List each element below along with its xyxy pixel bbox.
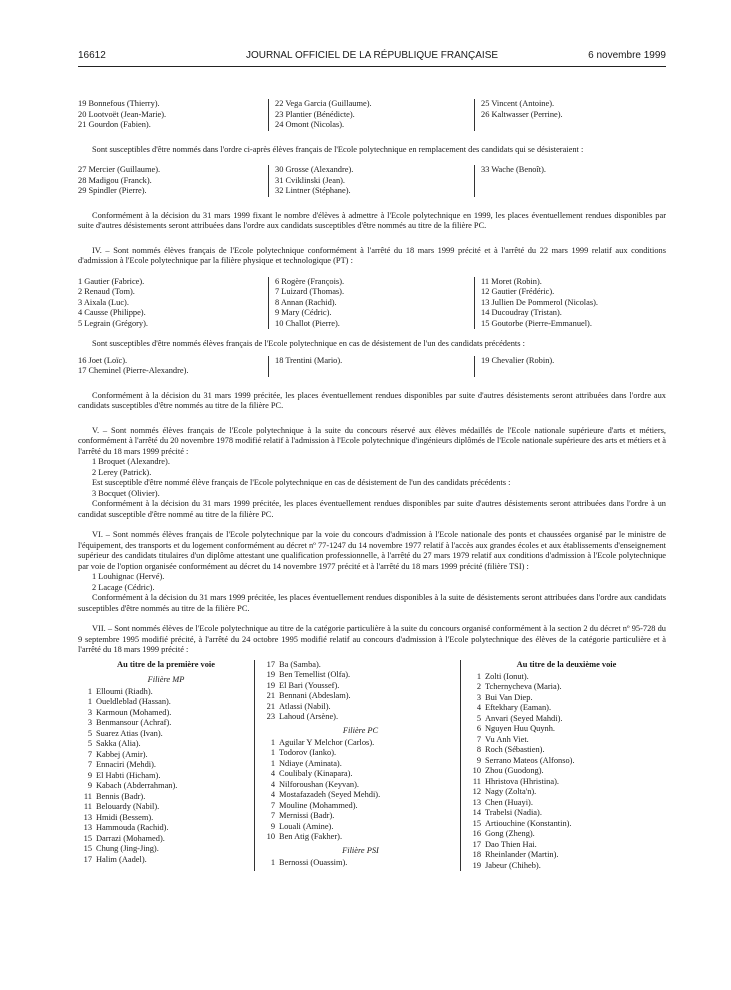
candidate-list-2 [78, 165, 666, 197]
list-item [78, 813, 254, 824]
candidate-name: Ben Temellist (Olfa). [279, 670, 351, 679]
list-item [467, 819, 666, 830]
list-item: 11 Moret (Robin). [481, 276, 542, 286]
list-item [467, 682, 666, 693]
candidate-name: Gong (Zheng). [485, 829, 535, 838]
list-item [78, 855, 254, 866]
rank-number: 1 [476, 671, 481, 681]
list-item: 28 Madigou (Franck). [78, 175, 152, 185]
list-item [467, 756, 666, 767]
list-item [261, 660, 460, 671]
candidate-name: Darrazi (Mohamed). [96, 833, 165, 843]
list-item [78, 792, 254, 803]
list-item [78, 844, 254, 855]
rank-number: 7 [87, 749, 92, 759]
candidate-name: Atlassi (Nabil). [279, 701, 331, 711]
rank-number: 13 [83, 812, 92, 822]
list-item [467, 829, 666, 840]
candidate-name: Chung (Jing-Jing). [96, 844, 159, 853]
list-item [261, 790, 460, 801]
list-item [261, 738, 460, 749]
rank-number: 1 [270, 857, 275, 867]
rank-number: 4 [270, 779, 275, 789]
list-item: 22 Vega Garcia (Guillaume). [275, 99, 372, 108]
list-item [78, 750, 254, 761]
list-item: 33 Wache (Benoît). [481, 165, 546, 174]
candidate-name: Rheinlander (Martin). [485, 850, 559, 859]
list-item: 27 Mercier (Guillaume). [78, 165, 161, 174]
list-item [467, 735, 666, 746]
categorie-particuliere-table [78, 660, 666, 872]
candidate-name: Dao Thien Hai. [485, 839, 537, 849]
filiere-pc-list [261, 738, 460, 843]
candidate-name: Eftekhary (Eaman). [485, 703, 552, 712]
list-item: 7 Luizard (Thomas). [275, 287, 345, 296]
candidate-name: Kabach (Abderrahman). [96, 781, 178, 790]
list-item [467, 808, 666, 819]
filiere-heading: Filière PC [342, 725, 379, 735]
list-column [78, 356, 268, 377]
section-v-paragraph: V. – Sont nommés élèves français de l'Ecole polytechnique à la suite du concours réservé aux élèves médaillés de l'Ecole nationale supérieure d'arts et métiers, conformément à l'arrêté du 20 novembre 1978 modifié relatif à l'admission à l'Ecole polytechnique d'ingénieurs diplômés de l'Ecole nationale supérieure des arts et métiers et à l'arrêté du 18 mars 1999 précité : [78, 425, 666, 456]
list-item: 31 Cviklinski (Jean). [275, 175, 346, 185]
candidate-list-1 [78, 99, 666, 131]
paragraph: Est susceptible d'être nommé élève français de l'Ecole polytechnique en cas de désistement de l'un des candidats précédents : [92, 478, 511, 487]
list-item [261, 670, 460, 681]
list-item [78, 697, 254, 708]
rank-number: 3 [87, 707, 92, 717]
candidate-name: Zhou (Guodong). [485, 766, 544, 775]
rank-number: 13 [83, 823, 92, 832]
list-item: 13 Jullien De Pommerol (Nicolas). [481, 297, 598, 307]
list-item [261, 691, 460, 702]
column-heading: Au titre de la première voie [117, 659, 215, 669]
list-item: 19 Bonnefous (Thierry). [78, 99, 160, 108]
rank-number: 16 [472, 829, 481, 838]
candidate-name: Todorov (Ianko). [279, 748, 337, 757]
list-column [474, 356, 666, 377]
list-column [268, 277, 474, 330]
filiere-heading: Filière MP [147, 674, 185, 684]
rank-number: 7 [87, 760, 92, 769]
list-item [467, 745, 666, 756]
rank-number: 3 [476, 692, 481, 702]
list-item: 18 Trentini (Mario). [275, 355, 343, 365]
list-column [78, 99, 268, 131]
rank-number: 7 [270, 811, 275, 820]
candidate-name: Nilforoushan (Keyvan). [279, 779, 360, 789]
rank-number: 19 [266, 680, 275, 690]
list-item: 25 Vincent (Antoine). [481, 99, 555, 108]
list-item: 21 Gourdon (Fabien). [78, 120, 151, 129]
list-item: 6 Rogère (François). [275, 276, 345, 286]
list-item [78, 687, 254, 698]
list-item [261, 811, 460, 822]
list-item: 29 Spindler (Pierre). [78, 186, 147, 195]
rank-number: 4 [476, 703, 481, 712]
list-item: 14 Ducoudray (Tristan). [481, 308, 562, 317]
filiere-mp-list-continued [261, 660, 460, 723]
journal-title: JOURNAL OFFICIEL DE LA RÉPUBLIQUE FRANÇAISE [245, 50, 499, 61]
list-item [467, 787, 666, 798]
candidate-name: Roch (Sébastien). [485, 745, 545, 754]
candidate-name: Tchernycheva (Maria). [485, 682, 562, 691]
candidate-name: Bennis (Badr). [96, 791, 146, 801]
section-iv-paragraph: IV. – Sont nommés élèves français de l'Ecole polytechnique conformément à l'arrêté du 18 mars 1999 précité et à l'arrêté du 22 mars 1999 relatif aux conditions d'admission à l'Ecole polytechnique par la filière physique et technologique (PT) : [78, 245, 666, 265]
rank-number: 6 [476, 724, 481, 733]
list-item: 16 Joet (Loïc). [78, 355, 128, 365]
list-item: 8 Annan (Rachid). [275, 297, 337, 307]
candidate-name: Belouardy (Nabil). [96, 802, 160, 811]
list-item [78, 802, 254, 813]
list-item: 4 Causse (Philippe). [78, 308, 146, 317]
list-item: 24 Omont (Nicolas). [275, 120, 345, 129]
candidate-name: Bui Van Diep. [485, 692, 533, 702]
candidate-name: El Habti (Hicham). [96, 770, 161, 780]
rank-number: 15 [83, 844, 92, 853]
rank-number: 13 [472, 797, 481, 807]
rank-number: 23 [266, 712, 275, 721]
list-item [467, 766, 666, 777]
candidate-name: Oueldleblad (Hassan). [96, 697, 171, 706]
candidate-name: El Bari (Youssef). [279, 680, 340, 690]
list-item [261, 832, 460, 843]
candidate-name: Louali (Amine). [279, 821, 334, 831]
paragraph: Sont susceptibles d'être nommés dans l'ordre ci-après élèves français de l'Ecole polytechnique en remplacement des candidats qui se désisteraient : [92, 144, 584, 154]
rank-number: 7 [476, 734, 481, 744]
candidate-name: Mostafazadeh (Seyed Mehdi). [279, 790, 381, 799]
candidate-name: Lahoud (Arsène). [279, 712, 339, 721]
filiere-heading: Filière PSI [342, 845, 379, 855]
paragraph: Conformément à la décision du 31 mars 1999 précitée, les places éventuellement rendues disponibles par suite d'autres désistements seront attribuées dans l'ordre aux candidats susceptibles d'être nommés au titre de la filière PC. [78, 390, 666, 410]
candidate-name: Hhristova (Hhristina). [485, 776, 559, 786]
list-item [261, 712, 460, 723]
candidate-name: Suarez Atias (Ivan). [96, 728, 163, 738]
rank-number: 10 [472, 766, 481, 775]
rank-number: 9 [270, 821, 275, 831]
page-header [78, 50, 666, 64]
list-item: 1 Broquet (Alexandre). [92, 457, 170, 466]
rank-number: 10 [266, 832, 275, 841]
list-item [261, 702, 460, 713]
list-item: 5 Legrain (Grégory). [78, 318, 148, 328]
list-item: 1 Louhignac (Hervé). [92, 572, 165, 581]
list-item [78, 760, 254, 771]
rank-number: 11 [472, 776, 481, 786]
rank-number: 1 [270, 758, 275, 768]
list-column [268, 99, 474, 131]
list-item [467, 850, 666, 861]
list-item: 1 Gautier (Fabrice). [78, 276, 145, 286]
paragraph: Sont susceptibles d'être nommés élèves français de l'Ecole polytechnique en cas de désistement de l'un des candidats précédents : [92, 339, 525, 348]
rank-number: 15 [472, 818, 481, 828]
rank-number: 3 [87, 718, 92, 727]
rank-number: 19 [472, 860, 481, 870]
list-item [467, 724, 666, 735]
list-item [78, 781, 254, 792]
rank-number: 9 [87, 770, 92, 780]
deuxieme-voie-list [467, 672, 666, 872]
list-item: 20 Lootvoët (Jean-Marie). [78, 109, 167, 119]
list-item: 30 Grosse (Alexandre). [275, 165, 354, 174]
candidate-name: Zolti (Ionut). [485, 671, 529, 681]
rank-number: 5 [87, 728, 92, 738]
list-item [467, 777, 666, 788]
candidate-name: Ba (Samba). [279, 659, 321, 669]
section-vi-paragraph: VI. – Sont nommés élèves français de l'Ecole polytechnique par la voie du concours d'admission à l'Ecole nationale des ponts et chaussées organisé par le ministre de l'équipement, des transports et du logement conformément au décret nº 77-1247 du 14 novembre 1977 relatif à l'accès aux grandes écoles et aux établissements d'enseignement supérieur des candidats titulaires d'un diplôme attestant une qualification professionnelle, à l'arrêté du 27 mars 1979 relatif aux conditions d'admission à l'Ecole polytechnique par voie de l'option organisée conformément au décret du 14 novembre 1977 précité et à l'arrêté du 18 mars 1999 précité (filière TSI) : [78, 530, 666, 571]
list-item [467, 693, 666, 704]
list-item [467, 714, 666, 725]
candidate-name: Aguilar Y Melchor (Carlos). [279, 737, 375, 747]
candidate-name: Ben Atig (Fakher). [279, 832, 343, 841]
list-item [467, 798, 666, 809]
candidate-name: Anvari (Seyed Mahdi). [485, 713, 563, 723]
candidate-name: Bernossi (Ouassim). [279, 857, 348, 867]
rank-number: 4 [270, 790, 275, 799]
list-item [78, 708, 254, 719]
list-item: 2 Renaud (Tom). [78, 287, 135, 296]
section-vii-paragraph: VII. – Sont nommés élèves de l'Ecole polytechnique au titre de la catégorie particulière à la suite du concours organisé conformément à la section 2 du décret nº 95-728 du 9 septembre 1995 modifié précité, à l'arrêté du 24 octobre 1995 modifié relatif au concours d'admission à l'Ecole polytechnique des élèves de la catégorie particulière et à l'arrêté du 18 mars 1999 précité : [78, 624, 666, 654]
list-item: 3 Bocquet (Olivier). [92, 488, 160, 498]
rank-number: 17 [472, 839, 481, 849]
list-item: 15 Goutorbe (Pierre-Emmanuel). [481, 318, 592, 328]
rank-number: 8 [476, 745, 481, 754]
list-item: 32 Lintner (Stéphane). [275, 186, 351, 195]
candidate-name: Nagy (Zolta'n). [485, 787, 537, 796]
candidate-name: Trabelsi (Nadia). [485, 808, 542, 817]
rank-number: 11 [83, 802, 92, 811]
rank-number: 5 [476, 713, 481, 723]
candidate-name: Jabeur (Chiheb). [485, 860, 541, 870]
list-item: 2 Lacage (Cédric). [92, 582, 155, 592]
list-item [467, 861, 666, 872]
list-item [467, 840, 666, 851]
rank-number: 12 [472, 787, 481, 796]
rank-number: 2 [476, 682, 481, 691]
candidate-name: Ennaciri (Mehdi). [96, 760, 156, 769]
paragraph: Conformément à la décision du 31 mars 1999 fixant le nombre d'élèves à admettre à l'Ecole polytechnique en 1999, les places éventuellement rendues disponibles par suite d'autres désistements seront attribuées dans l'ordre aux candidats susceptibles d'être nommés au titre de la filière PC. [78, 210, 666, 230]
filiere-psi-list [261, 858, 460, 869]
candidate-name: Benmansour (Achraf). [96, 718, 172, 727]
rank-number: 15 [83, 833, 92, 843]
list-column [474, 165, 666, 197]
rank-number: 1 [270, 748, 275, 757]
rank-number: 11 [83, 791, 92, 801]
list-item [78, 834, 254, 845]
list-item: 3 Aixala (Luc). [78, 297, 129, 307]
list-item: 17 Cheminel (Pierre-Alexandre). [78, 366, 189, 375]
rank-number: 21 [266, 691, 275, 700]
list-item [261, 759, 460, 770]
list-column [474, 277, 666, 330]
rank-number: 18 [472, 850, 481, 859]
candidate-name: Nguyen Huu Quynh. [485, 724, 556, 733]
list-item [467, 703, 666, 714]
rank-number: 1 [87, 686, 92, 696]
rank-number: 9 [476, 755, 481, 765]
candidate-name: Vu Anh Viet. [485, 734, 529, 744]
rank-number: 5 [87, 739, 92, 748]
candidate-name: Chen (Huayi). [485, 797, 533, 807]
page-body [78, 99, 666, 871]
candidate-name: Hammouda (Rachid). [96, 823, 169, 832]
column-heading: Au titre de la deuxième voie [516, 659, 617, 669]
candidate-name: Elloumi (Riadh). [96, 686, 153, 696]
candidate-name: Mouline (Mohammed). [279, 800, 358, 810]
candidate-name: Karmoun (Mohamed). [96, 707, 172, 717]
list-item: 23 Plantier (Bénédicte). [275, 109, 355, 119]
list-item: 12 Gautier (Frédéric). [481, 287, 555, 296]
rank-number: 19 [266, 670, 275, 679]
list-item: 2 Lerey (Patrick). [92, 467, 152, 477]
list-column [78, 165, 268, 197]
candidate-name: Coulibaly (Kinapara). [279, 769, 353, 778]
list-item: 26 Kaltwasser (Perrine). [481, 109, 563, 119]
rank-number: 9 [87, 781, 92, 790]
candidate-list-3 [78, 277, 666, 330]
list-item [261, 858, 460, 869]
list-column [474, 99, 666, 131]
list-item [261, 748, 460, 759]
candidate-list-4 [78, 356, 666, 377]
list-column [268, 165, 474, 197]
list-item [78, 729, 254, 740]
list-item [78, 823, 254, 834]
rank-number: 21 [266, 701, 275, 711]
rank-number: 17 [83, 854, 92, 864]
rank-number: 1 [87, 697, 92, 706]
list-item [78, 771, 254, 782]
rank-number: 17 [266, 659, 275, 669]
candidate-name: Kabbej (Amir). [96, 749, 148, 759]
candidate-name: Bennani (Abdeslam). [279, 691, 351, 700]
deuxieme-voie-column [460, 660, 666, 872]
list-item [78, 718, 254, 729]
header-rule [78, 66, 666, 67]
paragraph: Conformément à la décision du 31 mars 1999 précitée, les places éventuellement rendues disponibles à la suite de désistements seront attribuées dans l'ordre aux candidats susceptibles d'être nommés au titre de la filière PC. [78, 593, 666, 613]
list-item [261, 822, 460, 833]
candidate-name: Halim (Aadel). [96, 854, 147, 864]
premiere-voie-continued-column [254, 660, 460, 872]
premiere-voie-column [78, 660, 254, 872]
list-item [78, 739, 254, 750]
list-item [261, 769, 460, 780]
list-item: 9 Mary (Cédric). [275, 308, 332, 317]
rank-number: 1 [270, 737, 275, 747]
list-column [78, 277, 268, 330]
candidate-name: Sakka (Alia). [96, 739, 141, 748]
page-number: 16612 [78, 50, 106, 61]
paragraph: Conformément à la décision du 31 mars 1999 précitée, les places éventuellement rendues disponibles par suite d'autres désistements seront attribuées dans l'ordre à un candidat susceptible d'être nommé au titre de la filière PC. [78, 499, 666, 519]
list-item: 19 Chevalier (Robin). [481, 355, 555, 365]
list-item [467, 672, 666, 683]
issue-date: 6 novembre 1999 [588, 50, 666, 61]
candidate-name: Hmidi (Bessem). [96, 812, 154, 822]
list-column [268, 356, 474, 377]
rank-number: 4 [270, 769, 275, 778]
list-item [261, 801, 460, 812]
rank-number: 14 [472, 808, 481, 817]
candidate-name: Mernissi (Badr). [279, 811, 335, 820]
filiere-mp-list [78, 687, 254, 866]
candidate-name: Ndiaye (Aminata). [279, 758, 342, 768]
candidate-name: Serrano Mateos (Alfonso). [485, 755, 575, 765]
list-item [261, 681, 460, 692]
list-item [261, 780, 460, 791]
rank-number: 7 [270, 800, 275, 810]
candidate-name: Artiouchine (Konstantin). [485, 818, 572, 828]
list-item: 10 Challot (Pierre). [275, 318, 340, 328]
